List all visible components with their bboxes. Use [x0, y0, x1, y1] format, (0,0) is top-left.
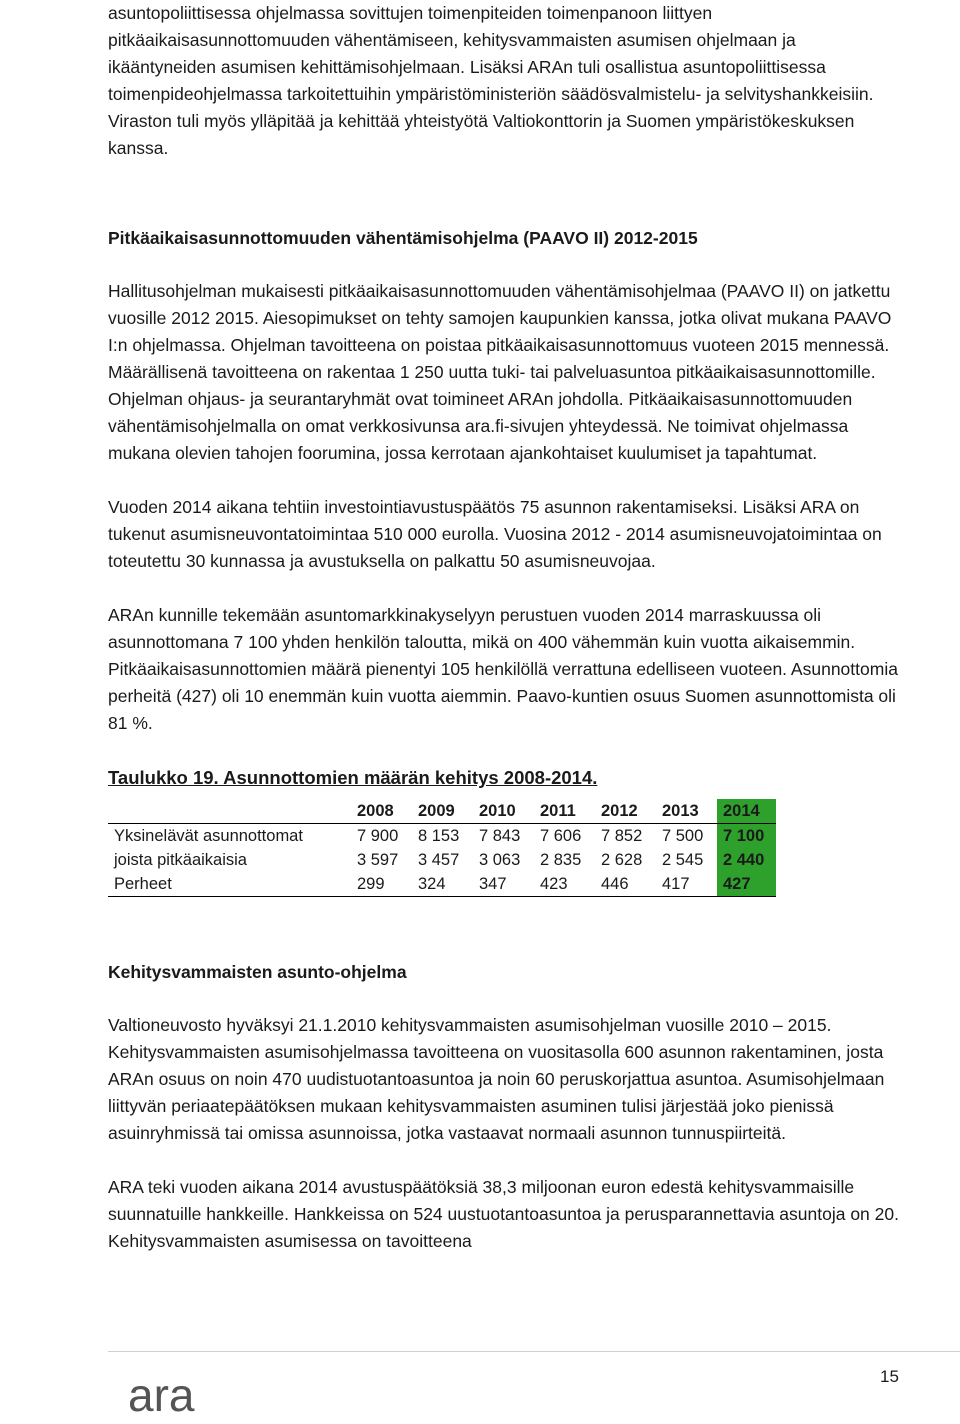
row-label: Perheet — [108, 872, 351, 897]
year-header-highlight: 2014 — [717, 799, 776, 824]
table-caption: Taulukko 19. Asunnottomien määrän kehitys 2008-2014. — [108, 767, 598, 788]
kehitys-paragraph-2: ARA teki vuoden aikana 2014 avustuspäätöksiä 38,3 miljoonan euron edestä kehitysvammaisille suunnatuille hankkeille. Hankkeissa on 524 uustuotantoasuntoa ja perusparannettavia asuntoja on 20. Kehitysvammaisten asumisessa on tavoitteena — [108, 1177, 899, 1251]
table-cell: 324 — [412, 872, 473, 897]
table-cell-highlight: 2 440 — [717, 848, 776, 872]
year-header: 2011 — [534, 799, 595, 824]
row-label: joista pitkäaikaisia — [114, 850, 247, 869]
table-row — [108, 824, 776, 849]
table-cell: 299 — [351, 872, 412, 897]
page-number: 15 — [880, 1367, 899, 1386]
table-cell: 3 457 — [418, 850, 460, 869]
table-header-empty — [108, 799, 351, 824]
table-cell: 7 500 — [662, 826, 704, 845]
table-cell: 446 — [595, 872, 656, 897]
year-header: 2008 — [351, 799, 412, 824]
year-header: 2009 — [412, 799, 473, 824]
section-title-paavo: Pitkäaikaisasunnottomuuden vähentämisohjelma (PAAVO II) 2012-2015 — [108, 228, 698, 248]
intro-paragraph: asuntopoliittisessa ohjelmassa sovittujen toimenpiteiden toimenpanoon liittyen pitkäaikaisasunnottomuuden vähentämiseen, kehitysvammaisten asumisen ohjelmaan ja ikääntyneiden asumisen kehittämisohjelmaan. Lisäksi ARAn tuli osallistua asuntopoliittisessa toimenpideohjelmassa tarkoitettuihin ympäristöministeriön säädösvalmistelu- ja selvityshankkeisiin. Viraston tuli myös ylläpitää ja kehittää yhteistyötä Valtiokonttorin ja Suomen ympäristökeskuksen kanssa. — [108, 3, 874, 158]
ara-logo-graphic — [128, 1375, 218, 1419]
kehitys-paragraph-1: Valtioneuvosto hyväksyi 21.1.2010 kehitysvammaisten asumisohjelman vuosille 2010 – 2015. Kehitysvammaisten asumisohjelmassa tavoitteena on vuositasolla 600 asunnon rakentaminen, josta ARAn osuus on noin 470 uudistuotantoasuntoa ja noin 60 peruskorjattua asuntoa. Asumisohjelmaan liittyvän periaatepäätöksen mukaan kehitysvammaisten asuminen tulisi järjestää joko pienissä asuinryhmissä tai omissa asunnoissa, jotka vastaavat normaali asunnon tunnuspiirteitä. — [108, 1015, 885, 1143]
table-cell: 3 597 — [357, 850, 399, 869]
table-cell: 423 — [534, 872, 595, 897]
year-header: 2013 — [656, 799, 717, 824]
year-header: 2012 — [595, 799, 656, 824]
table-cell: 2 628 — [601, 850, 643, 869]
table-cell: 3 063 — [479, 850, 521, 869]
table-cell: 7 852 — [601, 826, 643, 845]
paavo-paragraph-2: Vuoden 2014 aikana tehtiin investointiavustuspäätös 75 asunnon rakentamiseksi. Lisäksi ARA on tukenut asumisneuvontatoimintaa 510 000 eurolla. Vuosina 2012 - 2014 asumisneuvojatoimintaa on toteutettu 30 kunnassa ja avustuksella on palkattu 50 asumisneuvojaa. — [108, 497, 882, 571]
table-cell: 7 606 — [540, 826, 582, 845]
table-row — [108, 872, 776, 897]
footer-divider — [108, 1351, 960, 1352]
ara-logo-icon — [128, 1375, 218, 1424]
paavo-paragraph-1: Hallitusohjelman mukaisesti pitkäaikaisasunnottomuuden vähentämisohjelmaa (PAAVO II) on jatkettu vuosille 2012 2015. Aiesopimukset on tehty samojen kaupunkien kanssa, jotka olivat mukana PAAVO I:n ohjelmassa. Ohjelman tavoitteena on poistaa pitkäaikaisasunnottomuus vuoteen 2015 mennessä. Määrällisenä tavoitteena on rakentaa 1 250 uutta tuki- tai palveluasuntoa pitkäaikaisasunnottomille. Ohjelman ohjaus- ja seurantaryhmät ovat toimineet ARAn johdolla. Pitkäaikaisasunnottomuuden vähentämisohjelmalla on omat verkkosivunsa ara.fi-sivujen yhteydessä. Ne toimivat ohjelmassa mukana olevien tahojen foorumina, jossa kerrotaan ajankohtaiset kuulumiset ja tapahtumat. — [108, 281, 892, 463]
table-cell: 2 545 — [662, 850, 704, 869]
paavo-paragraph-3: ARAn kunnille tekemään asuntomarkkinakyselyyn perustuen vuoden 2014 marraskuussa oli asunnottomana 7 100 yhden henkilön taloutta, mikä on 400 vähemmän kuin vuotta aikaisemmin. Pitkäaikaisasunnottomien määrä pienentyi 105 henkilöllä verrattuna edelliseen vuoteen. Asunnottomia perheitä (427) oli 10 enemmän kuin vuotta aiemmin. Paavo-kuntien osuus Suomen asunnottomista oli 81 %. — [108, 605, 898, 733]
row-label: Yksinelävät asunnottomat — [114, 826, 303, 845]
table-cell: 7 843 — [479, 826, 521, 845]
ara-logo-text: ara — [128, 1375, 195, 1419]
table-cell: 8 153 — [418, 826, 460, 845]
document-body — [108, 0, 908, 1255]
homeless-table — [108, 799, 776, 897]
table-cell-highlight: 427 — [717, 872, 776, 897]
table-header-row — [108, 799, 776, 824]
table-cell: 347 — [473, 872, 534, 897]
table-cell: 7 900 — [357, 826, 399, 845]
year-header: 2010 — [473, 799, 534, 824]
table-cell: 2 835 — [540, 850, 582, 869]
table-cell: 417 — [656, 872, 717, 897]
section-title-kehitysvammaiset: Kehitysvammaisten asunto-ohjelma — [108, 962, 407, 982]
table-row — [108, 848, 776, 872]
table-cell-highlight: 7 100 — [717, 824, 776, 849]
